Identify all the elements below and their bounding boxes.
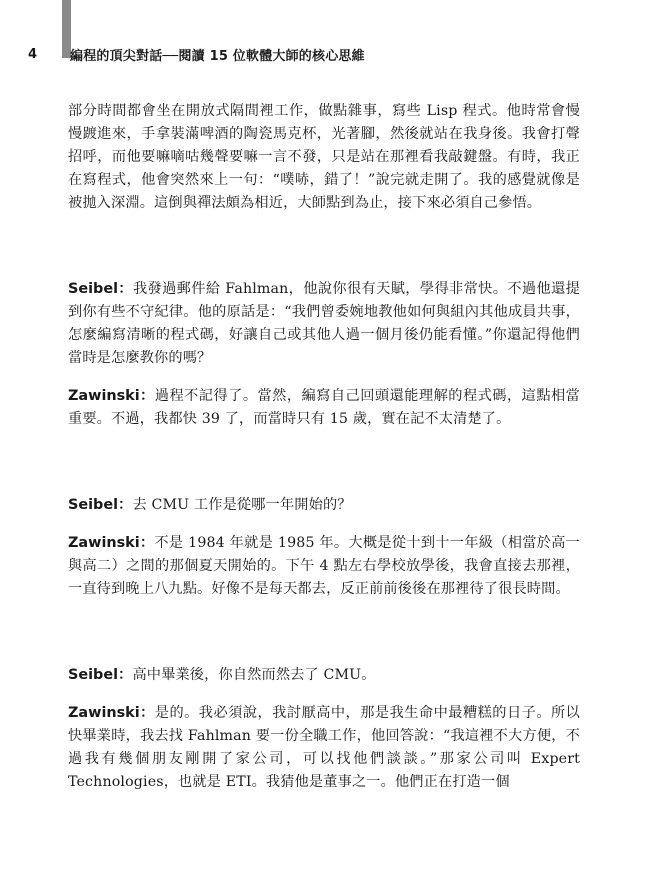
paragraph-zawinski-1 — [68, 385, 580, 431]
book-title: 編程的頂尖對話──閱讀 15 位軟體大師的核心思維 — [70, 48, 365, 64]
paragraph-text: 高中畢業後，你自然而然去了 CMU。 — [132, 667, 376, 683]
page-body — [68, 100, 580, 794]
speaker-label: Zawinski： — [68, 705, 155, 721]
paragraph-text: 不是 1984 年就是 1985 年。大概是從十到十一年級（相當於高一與高二）之間的那個夏天開始的。下午 4 點左右學校放學後，我會直接去那裡，一直待到晚上八九點。好像不是每天都去，反正前前後後在那裡待了很長時間。 — [68, 535, 580, 597]
speaker-label: Seibel： — [68, 281, 133, 297]
speaker-label: Seibel： — [68, 497, 133, 513]
running-header — [28, 44, 365, 64]
paragraph-text: 我發過郵件給 Fahlman，他說你很有天賦，學得非常快。不過他還提到你有些不守紀律。他的原話是：“我們曾委婉地教他如何與組內其他成員共事，怎麼編寫清晰的程式碼，好讓自己或其他人過一個月後仍能看懂。”你還記得他們當時是怎麼教你的嗎？ — [68, 281, 580, 366]
paragraph-continuation — [68, 100, 580, 215]
page-number: 4 — [28, 46, 38, 62]
paragraph-seibel-3 — [68, 664, 580, 687]
paragraph-text: 是的。我必須說，我討厭高中，那是我生命中最糟糕的日子。所以快畢業時，我去找 Fahlman 要一份全職工作，他回答說：“我這裡不大方便，不過我有幾個朋友剛開了家公司，可以找他們談談。”那家公司叫 Expert Technologies，也就是 ETI。我猜他是董事之一。他們正在打造一個 — [68, 705, 581, 790]
paragraph-zawinski-2 — [68, 532, 580, 601]
paragraph-text: 部分時間都會坐在開放式隔間裡工作，做點雜事，寫些 Lisp 程式。他時常會慢慢踱進來，手拿裝滿啤酒的陶瓷馬克杯，光著腳，然後就站在我身後。我會打聲招呼，而他要嘛嘀咕幾聲要嘛一言不發，只是站在那裡看我敲鍵盤。有時，我正在寫程式，他會突然來上一句：“噗哧，錯了！”說完就走開了。我的感覺就像是被拋入深淵。這倒與禪法頗為相近，大師點到為止，接下來必須自己參悟。 — [68, 103, 580, 211]
paragraph-text: 過程不記得了。當然，編寫自己回頭還能理解的程式碼，這點相當重要。不過，我都快 39 了，而當時只有 15 歲，實在記不太清楚了。 — [68, 388, 581, 427]
paragraph-zawinski-3 — [68, 702, 580, 794]
paragraph-seibel-2 — [68, 494, 580, 517]
paragraph-seibel-1 — [68, 278, 580, 370]
paragraph-text: 去 CMU 工作是從哪一年開始的？ — [132, 497, 352, 513]
speaker-label: Zawinski： — [68, 535, 155, 551]
speaker-label: Seibel： — [68, 667, 133, 683]
speaker-label: Zawinski： — [68, 388, 155, 404]
